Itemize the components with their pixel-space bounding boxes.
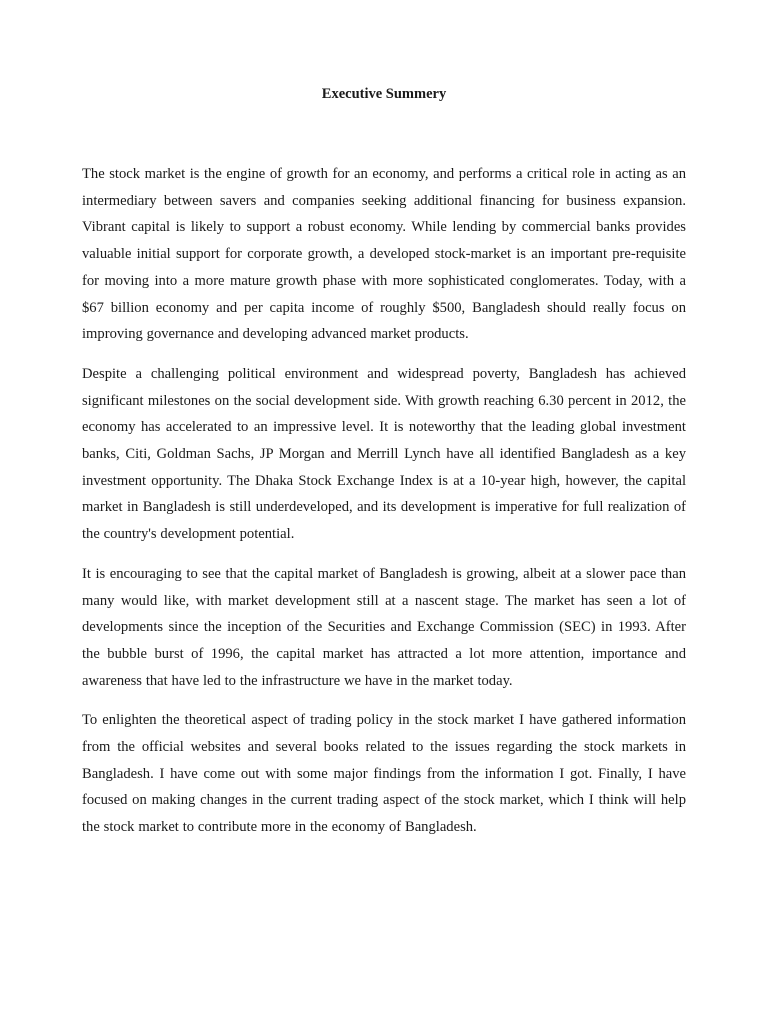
paragraph-2: Despite a challenging political environment and widespread poverty, Bangladesh has achieved significant milestones on the social development side. With growth reaching 6.30 percent in 2012, the economy has accelerated to an impressive level. It is noteworthy that the leading global investment banks, Citi, Goldman Sachs, JP Morgan and Merrill Lynch have all identified Bangladesh as a key investment opportunity. The Dhaka Stock Exchange Index is at a 10-year high, however, the capital market in Bangladesh is still underdeveloped, and its development is imperative for full realization of the country's development potential. [82,365,686,543]
paragraph-1: The stock market is the engine of growth for an economy, and performs a critical role in acting as an intermediary between savers and companies seeking additional financing for business expansion. Vibrant capital is likely to support a robust economy. While lending by commercial banks provides valuable initial support for corporate growth, a developed stock-market is an important pre-requisite for moving into a more mature growth phase with more sophisticated conglomerates. Today, with a $67 billion economy and per capita income of roughly $500, Bangladesh should really focus on improving governance and developing advanced market products. [82,166,686,343]
document-title: Executive Summery [321,86,447,102]
paragraph-4: To enlighten the theoretical aspect of trading policy in the stock market I have gathered information from the official websites and several books related to the issues regarding the stock markets in Bangladesh. I have come out with some major findings from the information I got. Finally, I have focused on making changes in the current trading aspect of the stock market, which I think will help the stock market to contribute more in the economy of Bangladesh. [82,712,686,836]
paragraph-3: It is encouraging to see that the capital market of Bangladesh is growing, albeit at a slower pace than many would like, with market development still at a nascent stage. The market has seen a lot of developments since the inception of the Securities and Exchange Commission (SEC) in 1993. After the bubble burst of 1996, the capital market has attracted a lot more attention, importance and awareness that have led to the infrastructure we have in the market today. [82,565,686,689]
document-body [82,161,686,854]
